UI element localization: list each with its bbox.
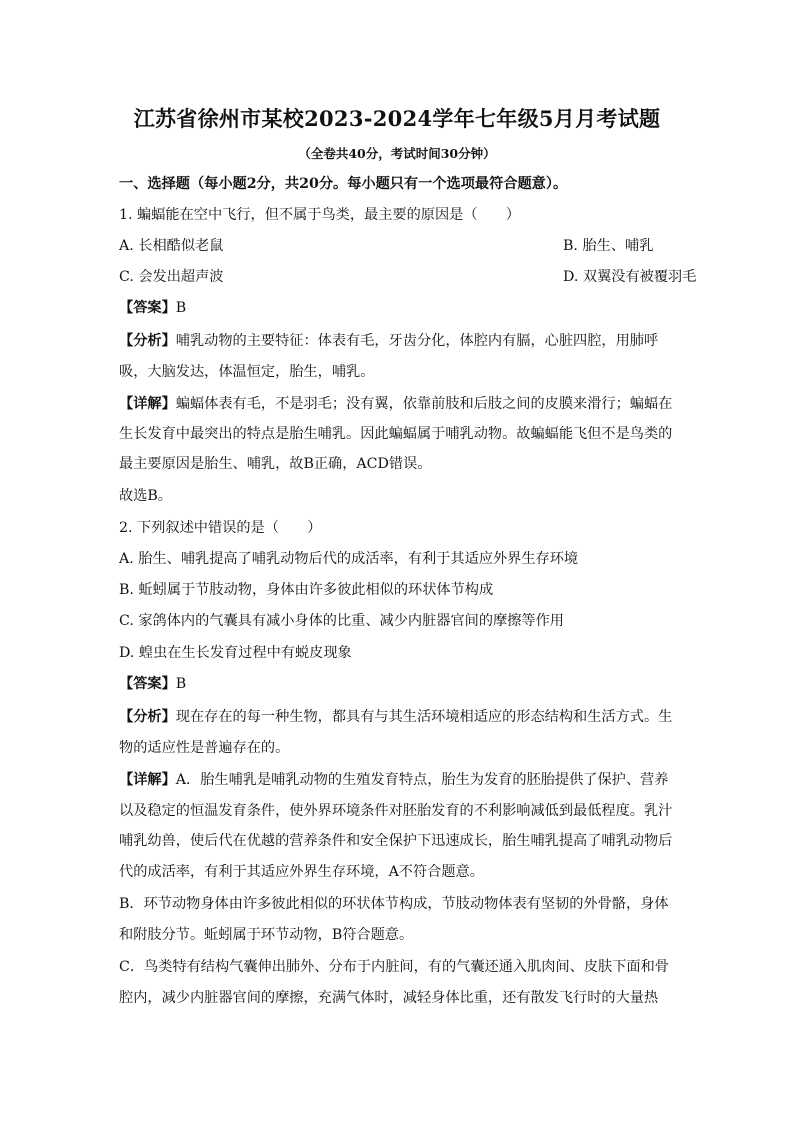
- question-1-detail-line-1: [119, 393, 679, 415]
- page-title: 江苏省徐州市某校2023-2024学年七年级5月月考试题: [133, 106, 661, 131]
- analysis-text: 现在存在的每一种生物，都具有与其生活环境相适应的形态结构和生活方式。生: [175, 709, 673, 725]
- question-1-option-a: A. 长相酷似老鼠: [119, 238, 224, 254]
- question-2-stem: 2. 下列叙述中错误的是（ ）: [119, 520, 322, 536]
- question-1-option-c: C. 会发出超声波: [119, 269, 224, 285]
- question-2-option-c: C. 家鸽体内的气囊具有减小身体的比重、减少内脏器官间的摩擦等作用: [119, 613, 564, 629]
- question-2-detail-line-1: [119, 769, 679, 791]
- answer-value: B: [175, 676, 187, 692]
- question-1-analysis-line-2: 吸，大脑发达，体温恒定，胎生，哺乳。: [119, 364, 375, 380]
- page-subtitle: （全卷共40分，考试时间30分钟）: [298, 146, 496, 161]
- detail-text: 蝙蝠体表有毛，不是羽毛；没有翼，依靠前肢和后肢之间的皮膜来滑行；蝙蝠在: [175, 396, 673, 412]
- question-2-detail-line-3: 哺乳幼兽，使后代在优越的营养条件和安全保护下迅速成长，胎生哺乳提高了哺乳动物后: [119, 833, 673, 849]
- answer-tag: 【答案】: [119, 676, 176, 692]
- detail-tag: 【详解】: [119, 772, 176, 788]
- question-2-option-d: D. 蝗虫在生长发育过程中有蜕皮现象: [119, 645, 352, 661]
- answer-value: B: [175, 300, 187, 316]
- question-2-detail-line-4: 代的成活率，有利于其适应外界生存环境，A不符合题意。: [119, 864, 484, 880]
- analysis-tag: 【分析】: [119, 333, 176, 349]
- question-2-detail-line-6: 和附肢分节。蚯蚓属于环节动物，B符合题意。: [119, 927, 414, 943]
- detail-tag: 【详解】: [119, 396, 176, 412]
- question-1-conclusion: 故选B。: [119, 488, 172, 504]
- question-2-option-b: B. 蚯蚓属于节肢动物，身体由许多彼此相似的环状体节构成: [119, 582, 494, 598]
- question-1-answer: [119, 297, 679, 319]
- question-1-detail-line-2: 生长发育中最突出的特点是胎生哺乳。因此蝙蝠属于哺乳动物。故蝙蝠能飞但不是鸟类的: [119, 426, 673, 442]
- question-1-detail-line-3: 最主要原因是胎生、哺乳，故B正确，ACD错误。: [119, 456, 432, 472]
- question-2-answer: [119, 673, 679, 695]
- question-2-detail-line-2: 以及稳定的恒温发育条件，使外界环境条件对胚胎发育的不利影响减低到最低程度。乳汁: [119, 803, 673, 819]
- question-1-analysis-line-1: [119, 330, 679, 352]
- question-1-option-b: B. 胎生、哺乳: [563, 238, 654, 254]
- answer-tag: 【答案】: [119, 300, 176, 316]
- analysis-text: 哺乳动物的主要特征：体表有毛，牙齿分化，体腔内有膈，心脏四腔，用肺呼: [175, 333, 659, 349]
- question-2-detail-line-8: 腔内，减少内脏器官间的摩擦，充满气体时，减轻身体比重，还有散发飞行时的大量热: [119, 990, 659, 1006]
- detail-text: A．胎生哺乳是哺乳动物的生殖发育特点，胎生为发育的胚胎提供了保护、营养: [175, 772, 669, 788]
- question-2-option-a: A. 胎生、哺乳提高了哺乳动物后代的成活率，有利于其适应外界生存环境: [119, 551, 579, 567]
- question-2-detail-line-7: C．鸟类特有结构气囊伸出肺外、分布于内脏间，有的气囊还通入肌肉间、皮肤下面和骨: [119, 959, 669, 975]
- question-1-options-row-2: [119, 266, 697, 288]
- question-2-analysis-line-2: 物的适应性是普遍存在的。: [119, 740, 290, 756]
- section-header: 一、选择题（每小题2分，共20分。每小题只有一个选项最符合题意）。: [119, 176, 568, 192]
- question-1-stem: 1. 蝙蝠能在空中飞行，但不属于鸟类，最主要的原因是（ ）: [119, 207, 521, 223]
- question-2-detail-line-5: B．环节动物身体由许多彼此相似的环状体节构成，节肢动物体表有坚韧的外骨骼，身体: [119, 896, 669, 912]
- analysis-tag: 【分析】: [119, 709, 176, 725]
- question-1-option-d: D. 双翼没有被覆羽毛: [563, 269, 697, 285]
- question-2-analysis-line-1: [119, 706, 679, 728]
- question-1-options-row-1: [119, 235, 679, 257]
